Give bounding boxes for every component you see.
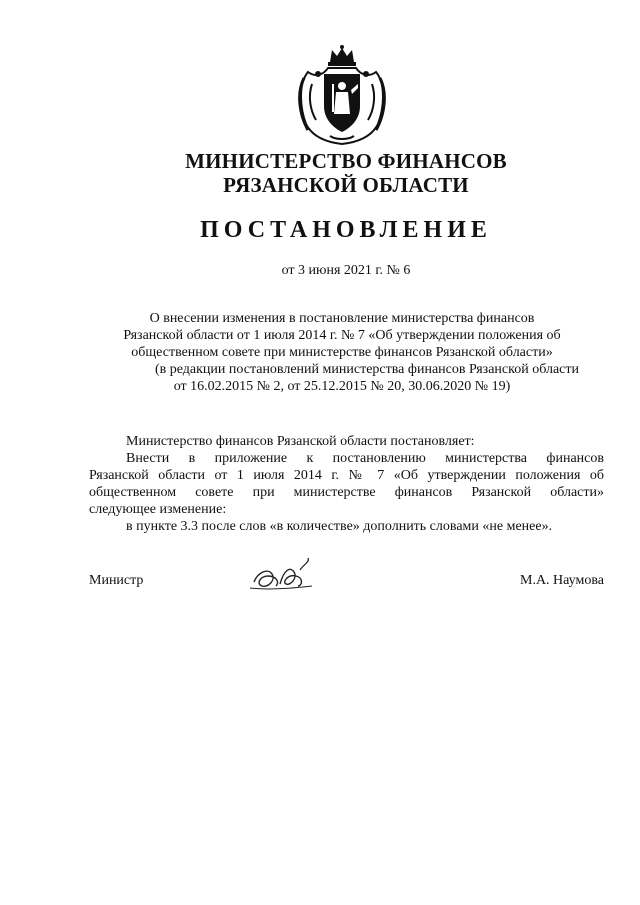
body-line-3: Рязанской области от 1 июля 2014 г. № 7 «Об утверждении положения об: [89, 468, 604, 483]
subject-line-4: (в редакции постановлений министерства финансов Рязанской области: [154, 362, 580, 377]
ministry-name-line2: РЯЗАНСКОЙ ОБЛАСТИ: [223, 173, 469, 197]
body-line-2: Внести в приложение к постановлению министерства финансов: [126, 451, 604, 466]
subject-line-3: общественном совете при министерстве финансов Рязанской области»: [131, 345, 553, 360]
body-line-6: в пункте 3.3 после слов «в количестве» дополнить словами «не менее».: [126, 519, 553, 534]
subject-line-2: Рязанской области от 1 июля 2014 г. № 7 «Об утверждении положения об: [123, 328, 561, 343]
body-line-1: Министерство финансов Рязанской области постановляет:: [126, 434, 475, 449]
handwritten-signature-icon: [246, 556, 326, 596]
document-type-title: ПОСТАНОВЛЕНИЕ: [200, 217, 492, 243]
signature-role: Министр: [89, 573, 144, 588]
body-line-4: общественном совете при министерстве финансов Рязанской области»: [89, 485, 604, 500]
coat-of-arms-icon: [294, 44, 390, 148]
subject-line-1: О внесении изменения в постановление министерства финансов: [149, 311, 535, 326]
ministry-name-line1: МИНИСТЕРСТВО ФИНАНСОВ: [185, 149, 507, 173]
subject-line-5: от 16.02.2015 № 2, от 25.12.2015 № 20, 30.06.2020 № 19): [173, 379, 511, 394]
body-line-5: следующее изменение:: [89, 502, 227, 517]
signatory-name: М.А. Наумова: [520, 573, 604, 588]
decree-date-number: от 3 июня 2021 г. № 6: [281, 263, 411, 278]
